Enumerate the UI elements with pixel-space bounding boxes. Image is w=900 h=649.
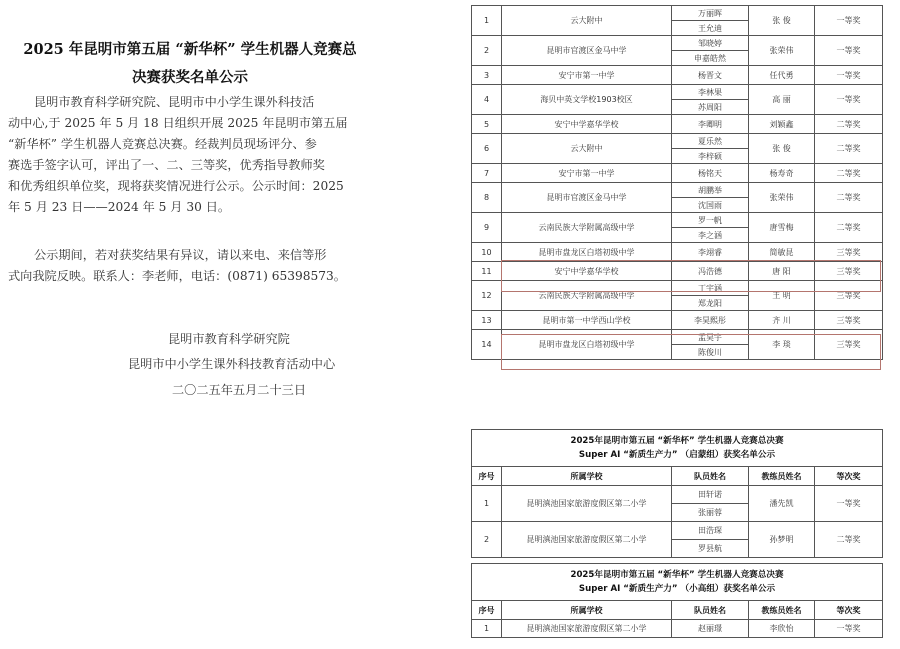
table-row (472, 243, 883, 262)
award-cell: 二等奖 (815, 213, 883, 243)
paragraph-line: “新华杯” 学生机器人竞赛总决赛。经裁判员现场评分、参 (8, 137, 317, 151)
member-cell: 杨晋文 (672, 66, 749, 85)
header-coach: 教练员姓名 (749, 467, 815, 486)
award-cell: 二等奖 (815, 183, 883, 213)
row-number: 11 (472, 262, 502, 281)
signature-center: 昆明市中小学生课外科技教育活动中心 (128, 357, 336, 371)
row-number: 13 (472, 311, 502, 330)
coach-cell: 孙梦明 (749, 522, 815, 558)
header-school: 所属学校 (502, 601, 672, 620)
coach-cell: 王 明 (749, 281, 815, 311)
header-coach: 教练员姓名 (749, 601, 815, 620)
award-cell: 一等奖 (815, 36, 883, 66)
member-cell: 李之涵 (672, 228, 749, 243)
award-table-upper-primary (471, 563, 883, 638)
member-cell: 罗县航 (672, 540, 749, 558)
paragraph-line: 公示期间，若对获奖结果有异议，请以来电、来信等形 (34, 248, 327, 262)
coach-cell: 李欣怡 (749, 620, 815, 638)
row-number: 14 (472, 330, 502, 360)
coach-cell: 唐雪梅 (749, 213, 815, 243)
school-cell: 昆明滇池国家旅游度假区第二小学 (502, 522, 672, 558)
row-number: 7 (472, 164, 502, 183)
table-row (472, 6, 883, 21)
section-title-line2: Super AI “新质生产力” （启蒙组）获奖名单公示 (578, 450, 776, 460)
paragraph-line: 动中心,于 2025 年 5 月 18 日组织开展 2025 年昆明市第五届 (8, 116, 348, 130)
row-number: 1 (472, 6, 502, 36)
member-cell: 杨铭天 (672, 164, 749, 183)
row-number: 1 (472, 620, 502, 638)
member-cell: 李林果 (672, 85, 749, 100)
member-cell: 田轩诺 (672, 486, 749, 504)
award-cell: 二等奖 (815, 164, 883, 183)
school-cell: 云大附中 (502, 6, 672, 36)
row-number: 3 (472, 66, 502, 85)
member-cell: 胡鹏举 (672, 183, 749, 198)
header-members: 队员姓名 (672, 467, 749, 486)
table-row (472, 36, 883, 51)
coach-cell: 潘先凯 (749, 486, 815, 522)
member-cell: 李梓硕 (672, 149, 749, 164)
table-row (472, 281, 883, 296)
member-cell: 邹晓婷 (672, 36, 749, 51)
member-cell: 夏乐然 (672, 134, 749, 149)
member-cell: 沈国雨 (672, 198, 749, 213)
section-title (472, 430, 883, 467)
row-number: 2 (472, 36, 502, 66)
award-cell: 三等奖 (815, 262, 883, 281)
table-row (472, 486, 883, 504)
member-cell: 李卿明 (672, 115, 749, 134)
row-number: 9 (472, 213, 502, 243)
award-cell: 二等奖 (815, 115, 883, 134)
document-title-line2: 决赛获奖名单公示 (132, 69, 248, 86)
coach-cell: 张荣伟 (749, 183, 815, 213)
coach-cell: 齐 川 (749, 311, 815, 330)
table-row (472, 85, 883, 100)
row-number: 6 (472, 134, 502, 164)
award-cell: 二等奖 (815, 522, 883, 558)
award-cell: 一等奖 (815, 6, 883, 36)
award-table-main (471, 5, 883, 360)
award-cell: 一等奖 (815, 66, 883, 85)
school-cell: 昆明市官渡区金马中学 (502, 36, 672, 66)
row-number: 1 (472, 486, 502, 522)
member-cell: 苏周阳 (672, 100, 749, 115)
paragraph-line: 和优秀组织单位奖，现将获奖情况进行公示。公示时间：2025 (8, 179, 344, 193)
school-cell: 云大附中 (502, 134, 672, 164)
paragraph-2 (8, 245, 368, 287)
row-number: 5 (472, 115, 502, 134)
paragraph-1 (8, 92, 368, 218)
section-title-line1: 2025年昆明市第五届 “新华杯” 学生机器人竞赛总决赛 (570, 570, 784, 580)
coach-cell: 任代勇 (749, 66, 815, 85)
table-row (472, 66, 883, 85)
school-cell: 安宁中学嘉华学校 (502, 262, 672, 281)
signature-institute: 昆明市教育科学研究院 (168, 332, 290, 346)
member-cell: 李翊睿 (672, 243, 749, 262)
award-cell: 一等奖 (815, 85, 883, 115)
row-number: 12 (472, 281, 502, 311)
table-row (472, 213, 883, 228)
school-cell: 昆明滇池国家旅游度假区第二小学 (502, 486, 672, 522)
coach-cell: 简敏昆 (749, 243, 815, 262)
announcement-text-panel (0, 0, 380, 649)
member-cell: 王允迪 (672, 21, 749, 36)
school-cell: 安宁市第一中学 (502, 164, 672, 183)
row-number: 4 (472, 85, 502, 115)
coach-cell: 唐 阳 (749, 262, 815, 281)
member-cell: 李昊熙彤 (672, 311, 749, 330)
table-row (472, 330, 883, 345)
paragraph-line: 年 5 月 23 日——2024 年 5 月 30 日。 (8, 200, 231, 214)
coach-cell: 高 丽 (749, 85, 815, 115)
school-cell: 昆明市盘龙区白塔初级中学 (502, 330, 672, 360)
school-cell: 云南民族大学附属高级中学 (502, 281, 672, 311)
school-cell: 昆明滇池国家旅游度假区第二小学 (502, 620, 672, 638)
school-cell: 安宁中学嘉华学校 (502, 115, 672, 134)
paragraph-line: 赛选手签字认可，评出了一、二、三等奖，优秀指导教师奖 (8, 158, 325, 172)
award-cell: 一等奖 (815, 486, 883, 522)
member-cell: 田浩琛 (672, 522, 749, 540)
award-cell: 二等奖 (815, 134, 883, 164)
table-row (472, 620, 883, 638)
school-cell: 昆明市第一中学西山学校 (502, 311, 672, 330)
header-school: 所属学校 (502, 467, 672, 486)
member-cell: 陈俊川 (672, 345, 749, 360)
header-award: 等次奖 (815, 601, 883, 620)
table-row (472, 115, 883, 134)
section-title-line1: 2025年昆明市第五届 “新华杯” 学生机器人竞赛总决赛 (570, 436, 784, 446)
member-cell: 孟昊宇 (672, 330, 749, 345)
member-cell: 郑龙阳 (672, 296, 749, 311)
member-cell: 申嘉皓然 (672, 51, 749, 66)
award-cell: 三等奖 (815, 330, 883, 360)
header-members: 队员姓名 (672, 601, 749, 620)
table-row (472, 164, 883, 183)
award-list-panel (471, 0, 883, 649)
header-award: 等次奖 (815, 467, 883, 486)
table-row (472, 311, 883, 330)
header-no: 序号 (472, 601, 502, 620)
school-cell: 安宁市第一中学 (502, 66, 672, 85)
document-title-line1: 2025 年昆明市第五届 “新华杯” 学生机器人竞赛总 (23, 41, 357, 58)
paragraph-line: 式向我院反映。联系人：李老师，电话：(0871) 65398573。 (8, 269, 346, 283)
signature-date: 二〇二五年五月二十三日 (172, 383, 307, 397)
award-cell: 一等奖 (815, 620, 883, 638)
coach-cell: 张荣伟 (749, 36, 815, 66)
coach-cell: 刘颖鑫 (749, 115, 815, 134)
member-cell: 冯浩德 (672, 262, 749, 281)
table-row (472, 183, 883, 198)
coach-cell: 张 俊 (749, 6, 815, 36)
member-cell: 万丽晖 (672, 6, 749, 21)
school-cell: 云南民族大学附属高级中学 (502, 213, 672, 243)
paragraph-line: 昆明市教育科学研究院、昆明市中小学生课外科技活 (34, 95, 315, 109)
coach-cell: 张 俊 (749, 134, 815, 164)
row-number: 8 (472, 183, 502, 213)
school-cell: 海贝中英文学校1903校区 (502, 85, 672, 115)
member-cell: 张丽蓉 (672, 504, 749, 522)
member-cell: 赵丽璟 (672, 620, 749, 638)
member-cell: 罗一帆 (672, 213, 749, 228)
table-row (472, 262, 883, 281)
section-title-line2: Super AI “新质生产力” （小高组）获奖名单公示 (578, 584, 776, 594)
award-cell: 三等奖 (815, 243, 883, 262)
section-title (472, 564, 883, 601)
coach-cell: 李 琰 (749, 330, 815, 360)
member-cell: 丁宇涵 (672, 281, 749, 296)
award-cell: 三等奖 (815, 311, 883, 330)
school-cell: 昆明市盘龙区白塔初级中学 (502, 243, 672, 262)
school-cell: 昆明市官渡区金马中学 (502, 183, 672, 213)
award-table-enlightenment (471, 429, 883, 558)
header-no: 序号 (472, 467, 502, 486)
coach-cell: 杨寿奇 (749, 164, 815, 183)
table-row (472, 134, 883, 149)
table-row (472, 522, 883, 540)
row-number: 10 (472, 243, 502, 262)
award-cell: 三等奖 (815, 281, 883, 311)
row-number: 2 (472, 522, 502, 558)
